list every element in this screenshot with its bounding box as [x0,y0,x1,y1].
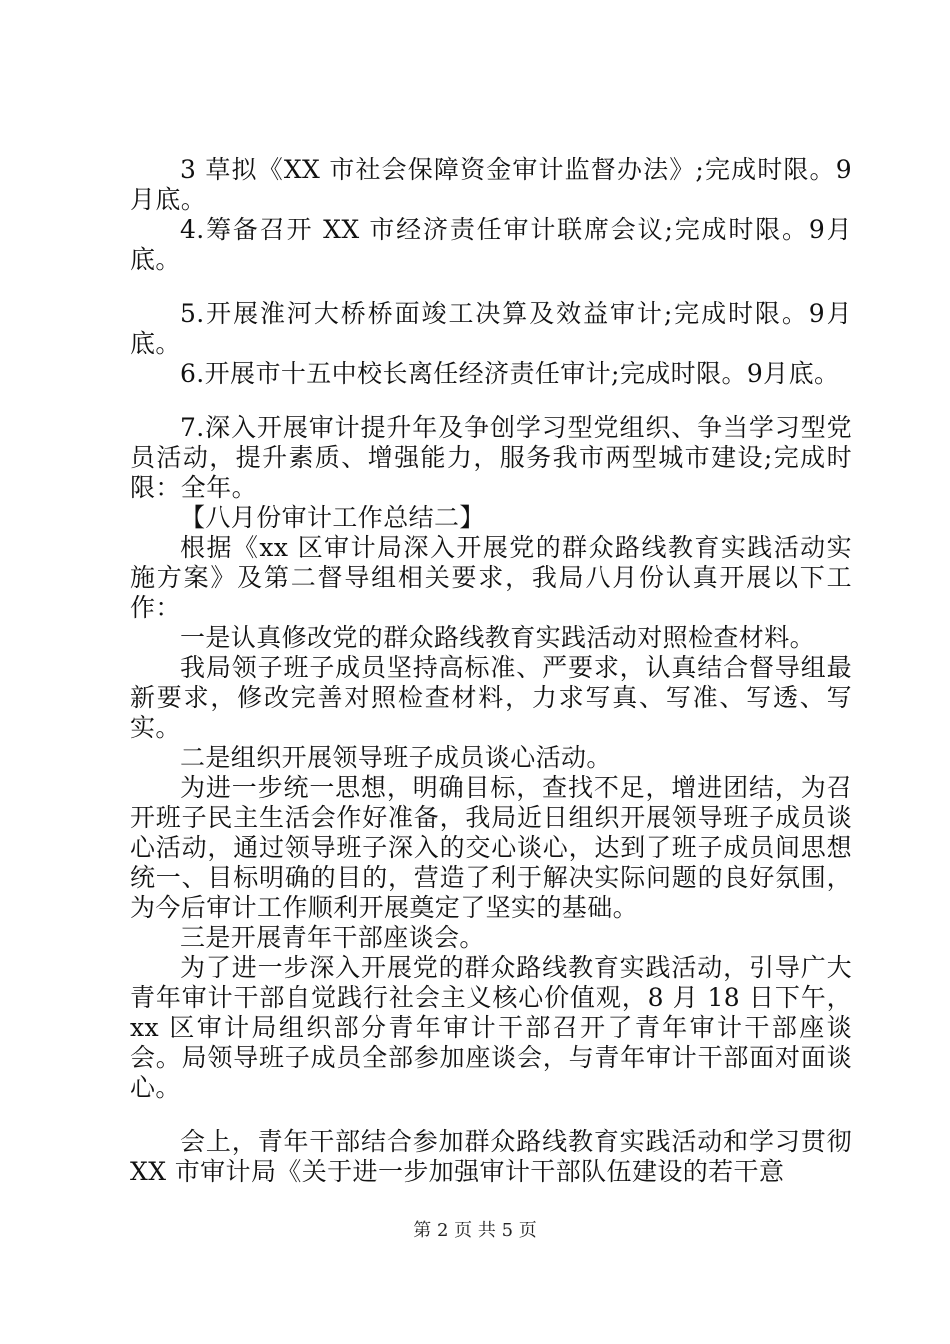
paragraph-item-4: 4.筹备召开 XX 市经济责任审计联席会议;完成时限。9月底。 [130,215,852,274]
paragraph-point-1-body: 我局领子班子成员坚持高标准、严要求，认真结合督导组最新要求，修改完善对照检查材料，力求写真、写准、写透、写实。 [130,653,852,742]
paragraph-point-1-title: 一是认真修改党的群众路线教育实践活动对照检查材料。 [180,623,816,652]
paragraph-item-5: 5.开展淮河大桥桥面竣工决算及效益审计;完成时限。9月底。 [130,299,852,358]
paragraph-item-6: 6.开展市十五中校长离任经济责任审计;完成时限。9月底。 [180,359,840,388]
document-body [130,155,852,1187]
paragraph-meeting: 会上，青年干部结合参加群众路线教育实践活动和学习贯彻 XX 市审计局《关于进一步加强审计干部队伍建设的若干意 [130,1127,852,1186]
paragraph-point-2-body: 为进一步统一思想，明确目标，查找不足，增进团结，为召开班子民主生活会作好准备，我局近日组织开展领导班子成员谈心活动，通过领导班子深入的交心谈心，达到了班子成员间思想统一、目标明确的目的，营造了利于解决实际问题的良好氛围，为今后审计工作顺利开展奠定了坚实的基础。 [130,773,852,922]
paragraph-item-3: 3 草拟《XX 市社会保障资金审计监督办法》;完成时限。9月底。 [130,155,852,214]
paragraph-intro: 根据《xx 区审计局深入开展党的群众路线教育实践活动实施方案》及第二督导组相关要求，我局八月份认真开展以下工作： [130,533,852,622]
paragraph-point-2-title: 二是组织开展领导班子成员谈心活动。 [180,743,612,772]
page-number-footer: 第 2 页 共 5 页 [413,1220,537,1241]
paragraph-point-3-title: 三是开展青年干部座谈会。 [180,923,485,952]
paragraph-item-7: 7.深入开展审计提升年及争创学习型党组织、争当学习型党员活动，提升素质、增强能力，服务我市两型城市建设;完成时限：全年。 [130,413,852,502]
paragraph-point-3-body: 为了进一步深入开展党的群众路线教育实践活动，引导广大青年审计干部自觉践行社会主义核心价值观，8 月 18 日下午，xx 区审计局组织部分青年审计干部召开了青年审计干部座谈会。局领导班子成员全部参加座谈会，与青年审计干部面对面谈心。 [130,953,852,1102]
section-heading: 【八月份审计工作总结二】 [180,503,485,532]
